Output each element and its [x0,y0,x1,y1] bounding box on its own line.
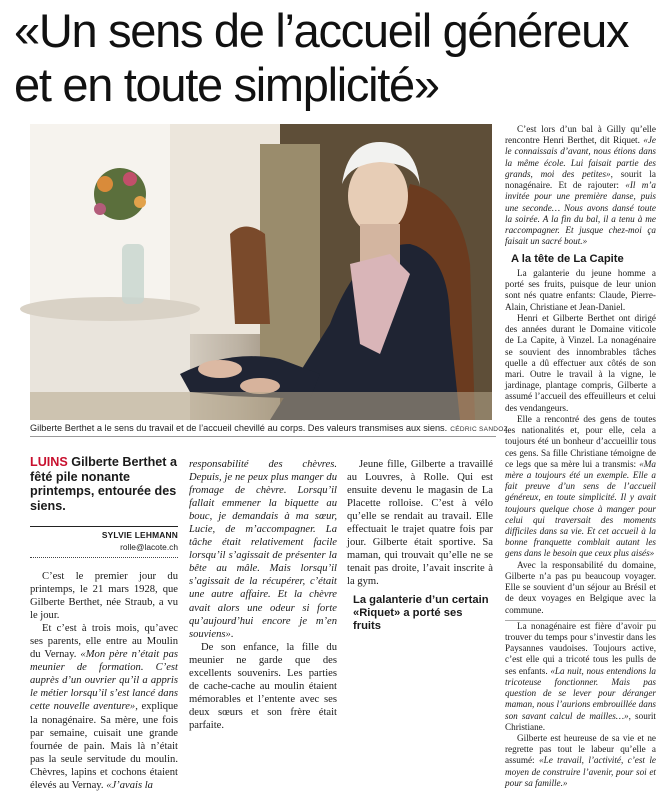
paragraph-8: Elle a rencontré des gens de toutes les nationalités et, pour elle, cela a toujours été un bonheur d’accueillir tous ces gens. Sa fille Christiane témoigne de ce legs que sa mère lui a transmis: «Ma mère a toujours été un exemple. Elle a fait preuve d’un sens de l’accueil généreux, en toute simplicité. Il y avait toujours quelque chose à manger pour celui qui traversait des moments difficiles dans sa vie. Et cet accueil à la bonne franquette comblait autant les gens dans le besoin que ceux plus aisés» [505,413,656,559]
paragraph-7: Henri et Gilberte Berthet ont dirigé des années durant le Domaine viticole de La Capite, à Vinzel. La nonagénaire se souvient des innombrables tâches quelle a dû effectuer aux côtés de son mari. Outre le travail à la vigne, le jardinage, plantage compris, Gilberte a assumé l’accueil des effeuilleurs et celui des vendangeurs. [505,312,656,413]
paragraph-2: Et c’est à trois mois, qu’avec ses parents, elle entre au Moulin du Vernay. «Mon père n’était pas meunier de formation. C’est auprès d’un ouvrier qu’il a appris le métier lorsqu’il s’est lancé dans cette nouvelle aventure», explique la nonagénaire. Sa mère, une fois par semaine, cuisait une grande fournée de pain. Mais là n’était pas la seule servitude du moulin. Chèvres, lapins et cochons étaient élevés au Vernay. «J’avais la [30,623,179,791]
paragraph-3: De son enfance, la fille du meunier ne garde que des excellents souvenirs. Les parties de cache-cache au moulin étaient mémorables et l’entente avec ses deux sœurs et son frère était parfaite. [189,641,337,731]
paragraph-11: Gilberte est heureuse de sa vie et ne regrette pas tout le labeur qu’elle a assumé: «Le travail, l’activité, c’est le moyen de construire l’avenir, pour soi et pour sa famille.» [505,732,656,788]
byline [30,526,178,558]
lead-keyword: LUINS [30,455,68,469]
subheading-galanterie: La galanterie d’un certain «Riquet» a porté ses fruits [353,594,489,632]
paragraph-4: Jeune fille, Gilberte a travaillé au Louvres, à Rolle. Qui est ensuite devenu le magasin de La Placette rolloise. C’est à vélo qu’elle se rendait au travail. Elle effectuait le trajet quatre fois par jour. Gilberte était sportive. Sa maman, qui trouvait qu’elle ne se tenait pas droite, l’avait inscrite à la gym. [347,459,493,588]
paragraph-6: La galanterie du jeune homme a porté ses fruits, puisque de leur union sont nés quatre enfants: Claude, Pierre-Alain, Christiane et Jean-Daniel. [505,268,656,312]
goat-quote: «J’avais la [106,779,153,791]
paragraph-1: C’est le premier jour du printemps, le 21 mars 1928, que Gilberte Berthet, née Straub, a vu le jour. [30,571,178,622]
headline: «Un sens de l’accueil généreux et en toute simplicité» [14,4,629,111]
article-column-1 [30,570,178,792]
article-column-3 [347,458,493,634]
caption-rule [30,436,496,437]
portrait-illustration [30,124,492,420]
byline-author: SYLVIE LEHMANN [101,530,178,540]
subheading-capite: A la tête de La Capite [511,253,624,266]
article-column-2 [189,458,337,732]
article-column-4 [505,124,656,789]
photo-caption [30,422,508,436]
paragraph-9: Avec la responsabilité du domaine, Gilberte n’a pas pu beaucoup voyager. Elle se souvient d’un séjour au Brésil et de deux voyages en Belgique avec la commune. [505,559,656,615]
photo-credit: CÉDRIC SANDOZ [450,426,508,433]
paragraph-10: La nonagénaire est fière d’avoir pu trouver du temps pour s’investir dans les Paysannes vaudoises. Toujours active, c’est elle qui a tricoté tous les pulls de ses enfants. «La nuit, nous entendions la tricoteuse fonctionner. Mais pas question de se lever pour déranger maman, nous l’aurions embrouillée dans son savant calcul de mailles…», sourit Christiane. [505,620,656,732]
paragraph-2-continued: responsabilité des chèvres. Depuis, je ne peux plus manger du fromage de chèvre. Lorsqu’il fallait emmener la biquette au bouc, je demandais à ma sœur, Lucie, de m’accompagner. La tâche était relativement facile lorsqu’il s’agissait de présenter la bête au mâle. Mais lorsqu’il s’agissait de la récupérer, c’était une autre affaire. Et la chèvre avait alors une odeur si forte qu’aujourd’hui encore je m’en souviens». [189,459,337,640]
portrait-photo [30,124,492,420]
lead-text: Gilberte Berthet a fêté pile nonante printemps, entourée des siens. [30,455,177,513]
paragraph-5: C’est lors d’un bal à Gilly qu’elle rencontre Henri Berthet, dit Riquet. «Je le connaissais d’avant, nous étions dans la même école. Lui faisait partie des grands, moi des petites», sourit la nonagénaire. Et de rajouter: «Il m’a invitée pour une première danse, puis une seconde… Nous avons dansé toute la soirée. A la fin du bal, il a tenu à me raccompagner. Et jusque chez-moi ça faisait un sacré bout.» [505,124,656,247]
photo-caption-text: Gilberte Berthet a le sens du travail et de l’accueil chevillé au corps. Des valeurs transmises aux siens. [30,423,448,433]
byline-email: rolle@lacote.ch [120,542,178,552]
lead-summary [30,455,178,513]
